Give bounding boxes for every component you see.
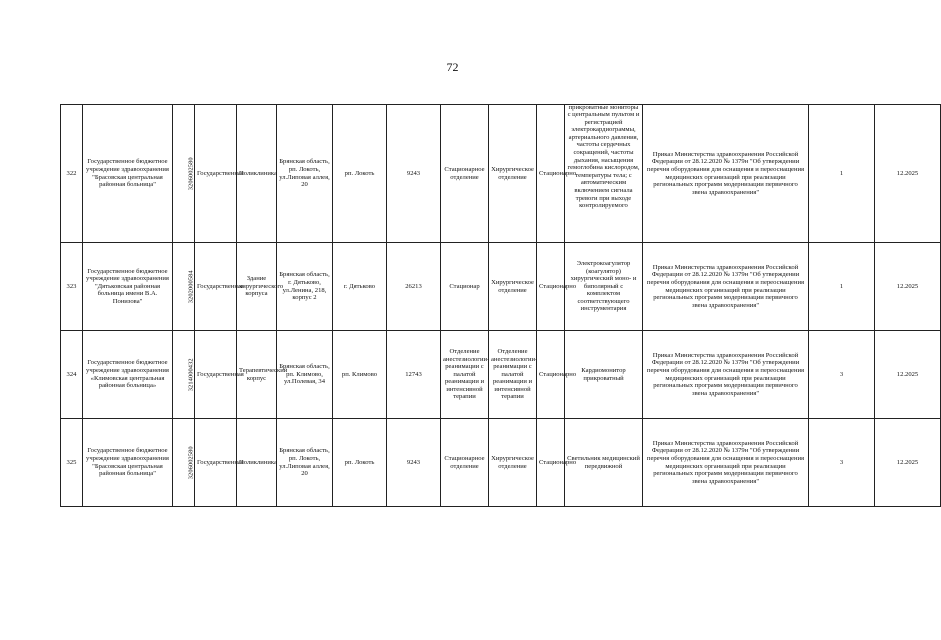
population: 12743 <box>387 331 441 419</box>
inn-cell <box>173 419 195 507</box>
ownership-form: Государственная <box>195 419 237 507</box>
organization-name: Государственное бюджетное учреждение здравоохранения «Климовская центральная районная больница» <box>83 331 173 419</box>
care-type: Стационарно <box>537 105 565 243</box>
quantity: 1 <box>809 243 875 331</box>
department-name: Хирургическое отделение <box>489 419 537 507</box>
unit-name: Стационарное отделение <box>441 105 489 243</box>
order-reference: Приказ Министерства здравоохранения Российской Федерации от 28.12.2020 № 1379н "Об утверждении перечня оборудования для оснащения и переоснащения медицинских организаций при реализации региональных программ модернизации первичного звена здравоохранения" <box>643 105 809 243</box>
order-reference: Приказ Министерства здравоохранения Российской Федерации от 28.12.2020 № 1379н "Об утверждении перечня оборудования для оснащения и переоснащения медицинских организаций при реализации региональных программ модернизации первичного звена здравоохранения" <box>643 331 809 419</box>
population: 26213 <box>387 243 441 331</box>
quantity: 3 <box>809 419 875 507</box>
inn-cell <box>173 243 195 331</box>
settlement: рп. Локоть <box>333 419 387 507</box>
unit-name: Стационар <box>441 243 489 331</box>
population: 9243 <box>387 419 441 507</box>
care-type: Стационарно <box>537 419 565 507</box>
department-name: Хирургическое отделение <box>489 243 537 331</box>
care-type: Стационарно <box>537 243 565 331</box>
row-number: 324 <box>61 331 83 419</box>
settlement: рп. Локоть <box>333 105 387 243</box>
address: Брянская область, рп. Климово, ул.Полевая, 34 <box>277 331 333 419</box>
organization-name: Государственное бюджетное учреждение здравоохранения "Брасовская центральная районная больница" <box>83 419 173 507</box>
unit-name: Отделение анестезиологии-реанимации с палатой реанимации и интенсивной терапии <box>441 331 489 419</box>
care-type: Стационарно <box>537 331 565 419</box>
department-name: Хирургическое отделение <box>489 105 537 243</box>
organization-name: Государственное бюджетное учреждение здравоохранения "Брасовская центральная районная больница" <box>83 105 173 243</box>
building-name: Терапевтический корпус <box>237 331 277 419</box>
quantity: 3 <box>809 331 875 419</box>
inn-cell <box>173 105 195 243</box>
address: Брянская область, рп. Локоть, ул.Липовая аллея, 20 <box>277 419 333 507</box>
equipment-cell <box>565 105 643 243</box>
equipment-name: Электрокоагулятор (коагулятор) хирургический моно- и биполярный с комплектом соответствующего инструментария <box>565 243 643 331</box>
inn-cell <box>173 331 195 419</box>
inn-value: 3206002580 <box>187 157 195 190</box>
building-name: Здание хирургического корпуса <box>237 243 277 331</box>
table-row <box>61 331 941 419</box>
building-name: Поликлиника <box>237 105 277 243</box>
ownership-form: Государственная <box>195 243 237 331</box>
table-row <box>61 243 941 331</box>
delivery-date: 12.2025 <box>875 331 941 419</box>
table-row <box>61 105 941 243</box>
unit-name: Стационарное отделение <box>441 419 489 507</box>
equipment-table <box>60 104 941 507</box>
table-row <box>61 419 941 507</box>
row-number: 323 <box>61 243 83 331</box>
building-name: Поликлиника <box>237 419 277 507</box>
equipment-name: Светильник медицинский передвижной <box>565 419 643 507</box>
organization-name: Государственное бюджетное учреждение здравоохранения "Дятьковская районная больница имени В.А. Понизова" <box>83 243 173 331</box>
ownership-form: Государственная <box>195 105 237 243</box>
inn-value: 3206002580 <box>187 446 195 479</box>
ownership-form: Государственная <box>195 331 237 419</box>
population: 9243 <box>387 105 441 243</box>
equipment-name: Кардиомонитор прикроватный <box>565 331 643 419</box>
address: Брянская область, г. Дятьково, ул.Ленина, 218, корпус 2 <box>277 243 333 331</box>
department-name: Отделение анестезиологии-реанимации с палатой реанимации и интенсивной терапии <box>489 331 537 419</box>
delivery-date: 12.2025 <box>875 419 941 507</box>
row-number: 322 <box>61 105 83 243</box>
order-reference: Приказ Министерства здравоохранения Российской Федерации от 28.12.2020 № 1379н "Об утверждении перечня оборудования для оснащения и переоснащения медицинских организаций при реализации региональных программ модернизации первичного звена здравоохранения" <box>643 419 809 507</box>
settlement: г. Дятьково <box>333 243 387 331</box>
quantity: 1 <box>809 105 875 243</box>
delivery-date: 12.2025 <box>875 105 941 243</box>
equipment-name: прикроватные мониторы с центральным пультом и регистрацией электрокардиограммы, артериального давления, частоты сердечных сокращений, частоты дыхания, насыщения гемоглобина кислородом, температуры тела; с автоматическим включением сигнала тревоги при выходе контролируемого <box>567 103 640 210</box>
delivery-date: 12.2025 <box>875 243 941 331</box>
page-number: 72 <box>446 60 459 74</box>
address: Брянская область, рп. Локоть, ул.Липовая аллея, 20 <box>277 105 333 243</box>
row-number: 325 <box>61 419 83 507</box>
inn-value: 3202000584 <box>187 270 195 303</box>
inn-value: 3214000432 <box>187 358 195 391</box>
settlement: рп. Климово <box>333 331 387 419</box>
order-reference: Приказ Министерства здравоохранения Российской Федерации от 28.12.2020 № 1379н "Об утверждении перечня оборудования для оснащения и переоснащения медицинских организаций при реализации региональных программ модернизации первичного звена здравоохранения" <box>643 243 809 331</box>
